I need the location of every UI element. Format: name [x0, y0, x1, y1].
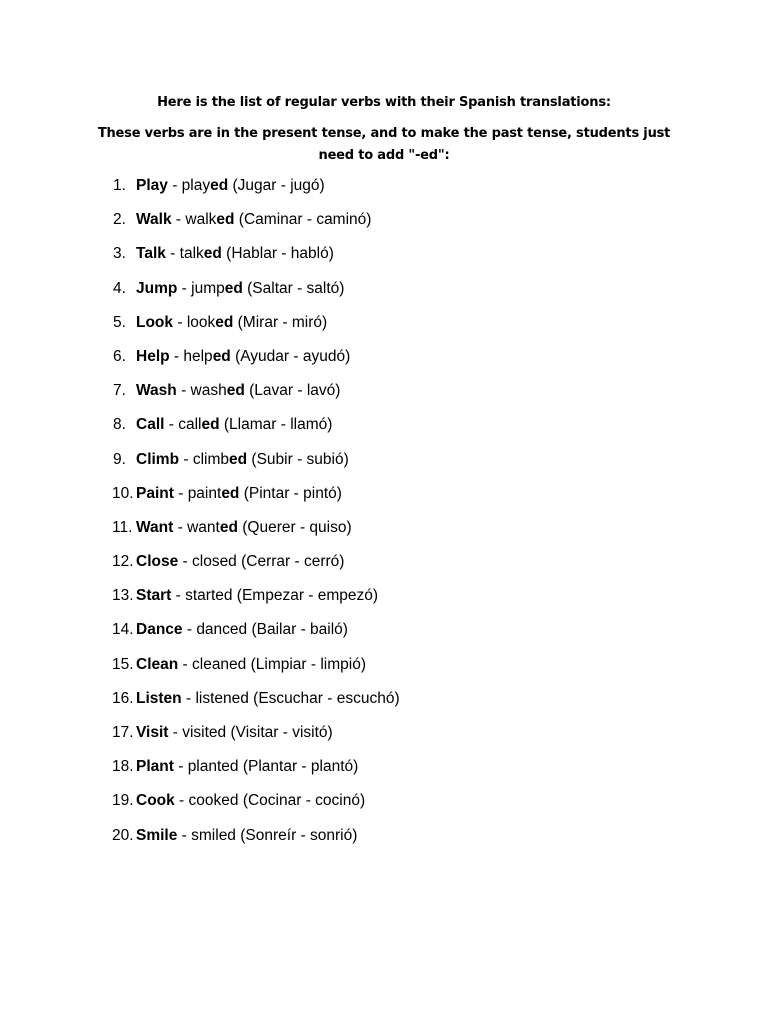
verb-list-item — [0, 687, 768, 721]
item-number: 9. — [113, 450, 126, 468]
verb-list-item — [0, 482, 768, 516]
verb-list-item — [0, 242, 768, 276]
intro-heading: Here is the list of regular verbs with their Spanish translations: — [157, 95, 611, 110]
separator: - — [164, 416, 179, 434]
item-text — [136, 687, 400, 711]
item-number: 17. — [112, 724, 134, 741]
separator: - — [178, 655, 192, 673]
item-number: 16. — [112, 689, 134, 707]
item-text — [136, 721, 333, 745]
item-number: 10. — [112, 484, 134, 502]
separator: - — [182, 621, 197, 639]
present-verb: Paint — [136, 484, 174, 502]
present-verb: Smile — [136, 826, 178, 844]
past-stem: started — [185, 587, 233, 605]
past-suffix: ed — [221, 484, 240, 502]
present-verb: Plant — [136, 758, 174, 776]
item-number: 13. — [112, 587, 134, 605]
past-stem: want — [187, 518, 220, 536]
spanish-translation: (Sonreír - sonrió) — [235, 826, 358, 844]
separator: - — [171, 587, 186, 605]
verb-list-item — [0, 653, 768, 687]
past-stem: call — [178, 416, 202, 434]
spanish-translation: (Escuchar - escuchó) — [248, 689, 400, 707]
verb-list-item — [0, 584, 768, 618]
separator: - — [173, 313, 187, 331]
separator: - — [177, 826, 192, 844]
present-verb: Jump — [136, 279, 178, 297]
separator: - — [168, 724, 183, 741]
present-verb: Help — [136, 347, 170, 365]
item-text — [136, 379, 340, 403]
verb-list-item — [0, 789, 768, 823]
past-stem: cleaned — [192, 655, 247, 673]
past-suffix: ed — [216, 211, 235, 229]
item-text — [136, 448, 349, 472]
past-stem: help — [183, 347, 213, 365]
past-suffix: ed — [229, 450, 248, 468]
past-suffix: ed — [224, 279, 243, 297]
separator: - — [173, 758, 188, 776]
present-verb: Play — [136, 177, 168, 194]
past-stem: closed — [192, 553, 237, 571]
spanish-translation: (Cocinar - cocinó) — [238, 792, 366, 810]
item-number: 2. — [113, 211, 126, 229]
item-text — [136, 208, 371, 232]
past-stem: danced — [196, 621, 248, 639]
spanish-translation: (Saltar - saltó) — [242, 279, 345, 297]
past-stem: listened — [195, 689, 249, 707]
verb-list-item — [0, 277, 768, 311]
verb-list-item — [0, 345, 768, 379]
present-verb: Dance — [136, 621, 183, 639]
past-stem: planted — [187, 758, 239, 776]
verb-list-item — [0, 516, 768, 550]
past-suffix: ed — [212, 347, 231, 365]
item-text — [136, 413, 332, 437]
item-text — [136, 789, 365, 813]
spanish-translation: (Empezar - empezó) — [232, 587, 379, 605]
present-verb: Climb — [136, 450, 180, 468]
past-stem: climb — [192, 450, 230, 468]
item-number: 18. — [112, 758, 134, 776]
spanish-translation: (Hablar - habló) — [221, 245, 334, 263]
item-number: 15. — [112, 655, 134, 673]
past-stem: wash — [190, 382, 227, 400]
spanish-translation: (Ayudar - ayudó) — [230, 347, 351, 365]
separator: - — [179, 450, 193, 468]
verb-list-item — [0, 755, 768, 789]
item-text — [136, 311, 327, 335]
instruction-heading: These verbs are in the present tense, and to make the past tense, students just need to add "-ed": — [97, 126, 671, 163]
verb-list-item — [0, 311, 768, 345]
item-text — [136, 174, 325, 198]
spanish-translation: (Querer - quiso) — [237, 518, 352, 536]
item-number: 19. — [112, 792, 134, 810]
separator: - — [167, 177, 182, 194]
item-number: 3. — [113, 245, 126, 263]
spanish-translation: (Visitar - visitó) — [226, 724, 333, 741]
present-verb: Walk — [136, 211, 172, 229]
spanish-translation: (Jugar - jugó) — [228, 177, 325, 194]
spanish-translation: (Plantar - plantó) — [238, 758, 359, 776]
spanish-translation: (Lavar - lavó) — [244, 382, 341, 400]
verb-list — [0, 174, 768, 858]
present-verb: Look — [136, 313, 174, 331]
past-suffix: ed — [219, 518, 238, 536]
item-number: 1. — [113, 177, 126, 194]
verb-list-item — [0, 824, 768, 858]
item-text — [136, 618, 348, 642]
verb-list-item — [0, 721, 768, 755]
past-stem: jump — [191, 279, 225, 297]
item-text — [136, 277, 344, 301]
past-suffix: ed — [210, 177, 229, 194]
item-number: 20. — [112, 826, 134, 844]
separator: - — [181, 689, 196, 707]
verb-list-item — [0, 448, 768, 482]
present-verb: Visit — [136, 724, 169, 741]
separator: - — [178, 553, 192, 571]
past-stem: paint — [187, 484, 222, 502]
past-stem: talk — [179, 245, 204, 263]
item-text — [136, 653, 366, 677]
past-stem: visited — [182, 724, 227, 741]
past-suffix: ed — [226, 382, 245, 400]
spanish-translation: (Mirar - miró) — [233, 313, 328, 331]
item-number: 14. — [112, 621, 134, 639]
item-text — [136, 550, 344, 574]
item-number: 11. — [112, 518, 133, 536]
separator: - — [169, 347, 184, 365]
spanish-translation: (Bailar - bailó) — [247, 621, 348, 639]
present-verb: Start — [136, 587, 172, 605]
verb-list-item — [0, 550, 768, 584]
separator: - — [176, 382, 191, 400]
separator: - — [165, 245, 180, 263]
item-number: 5. — [113, 313, 126, 331]
item-text — [136, 584, 378, 608]
item-text — [136, 345, 350, 369]
verb-list-item — [0, 618, 768, 652]
present-verb: Wash — [136, 382, 177, 400]
present-verb: Call — [136, 416, 165, 434]
item-number: 6. — [113, 347, 126, 365]
item-number: 12. — [112, 553, 134, 571]
item-text — [136, 755, 358, 779]
verb-list-item — [0, 174, 768, 208]
verb-list-item — [0, 379, 768, 413]
item-text — [136, 516, 352, 540]
past-suffix: ed — [215, 313, 234, 331]
past-suffix: ed — [203, 245, 222, 263]
item-text — [136, 482, 342, 506]
past-suffix: ed — [201, 416, 220, 434]
spanish-translation: (Llamar - llamó) — [219, 416, 333, 434]
past-stem: smiled — [191, 826, 236, 844]
item-number: 7. — [113, 382, 126, 400]
past-stem: cooked — [188, 792, 239, 810]
present-verb: Cook — [136, 792, 175, 810]
spanish-translation: (Pintar - pintó) — [239, 484, 342, 502]
separator: - — [174, 792, 189, 810]
spanish-translation: (Limpiar - limpió) — [246, 655, 367, 673]
separator: - — [171, 211, 186, 229]
spanish-translation: (Cerrar - cerró) — [236, 553, 345, 571]
spanish-translation: (Subir - subió) — [247, 450, 349, 468]
item-number: 8. — [113, 416, 126, 434]
present-verb: Want — [136, 518, 174, 536]
past-stem: look — [186, 313, 216, 331]
item-number: 4. — [113, 279, 126, 297]
separator: - — [177, 279, 192, 297]
verb-list-item — [0, 413, 768, 447]
present-verb: Close — [136, 553, 179, 571]
separator: - — [173, 484, 188, 502]
present-verb: Clean — [136, 655, 179, 673]
item-text — [136, 242, 334, 266]
verb-list-item — [0, 208, 768, 242]
present-verb: Talk — [136, 245, 166, 263]
item-text — [136, 824, 357, 848]
spanish-translation: (Caminar - caminó) — [234, 211, 372, 229]
past-stem: play — [181, 177, 211, 194]
past-stem: walk — [185, 211, 217, 229]
present-verb: Listen — [136, 689, 182, 707]
separator: - — [173, 518, 188, 536]
